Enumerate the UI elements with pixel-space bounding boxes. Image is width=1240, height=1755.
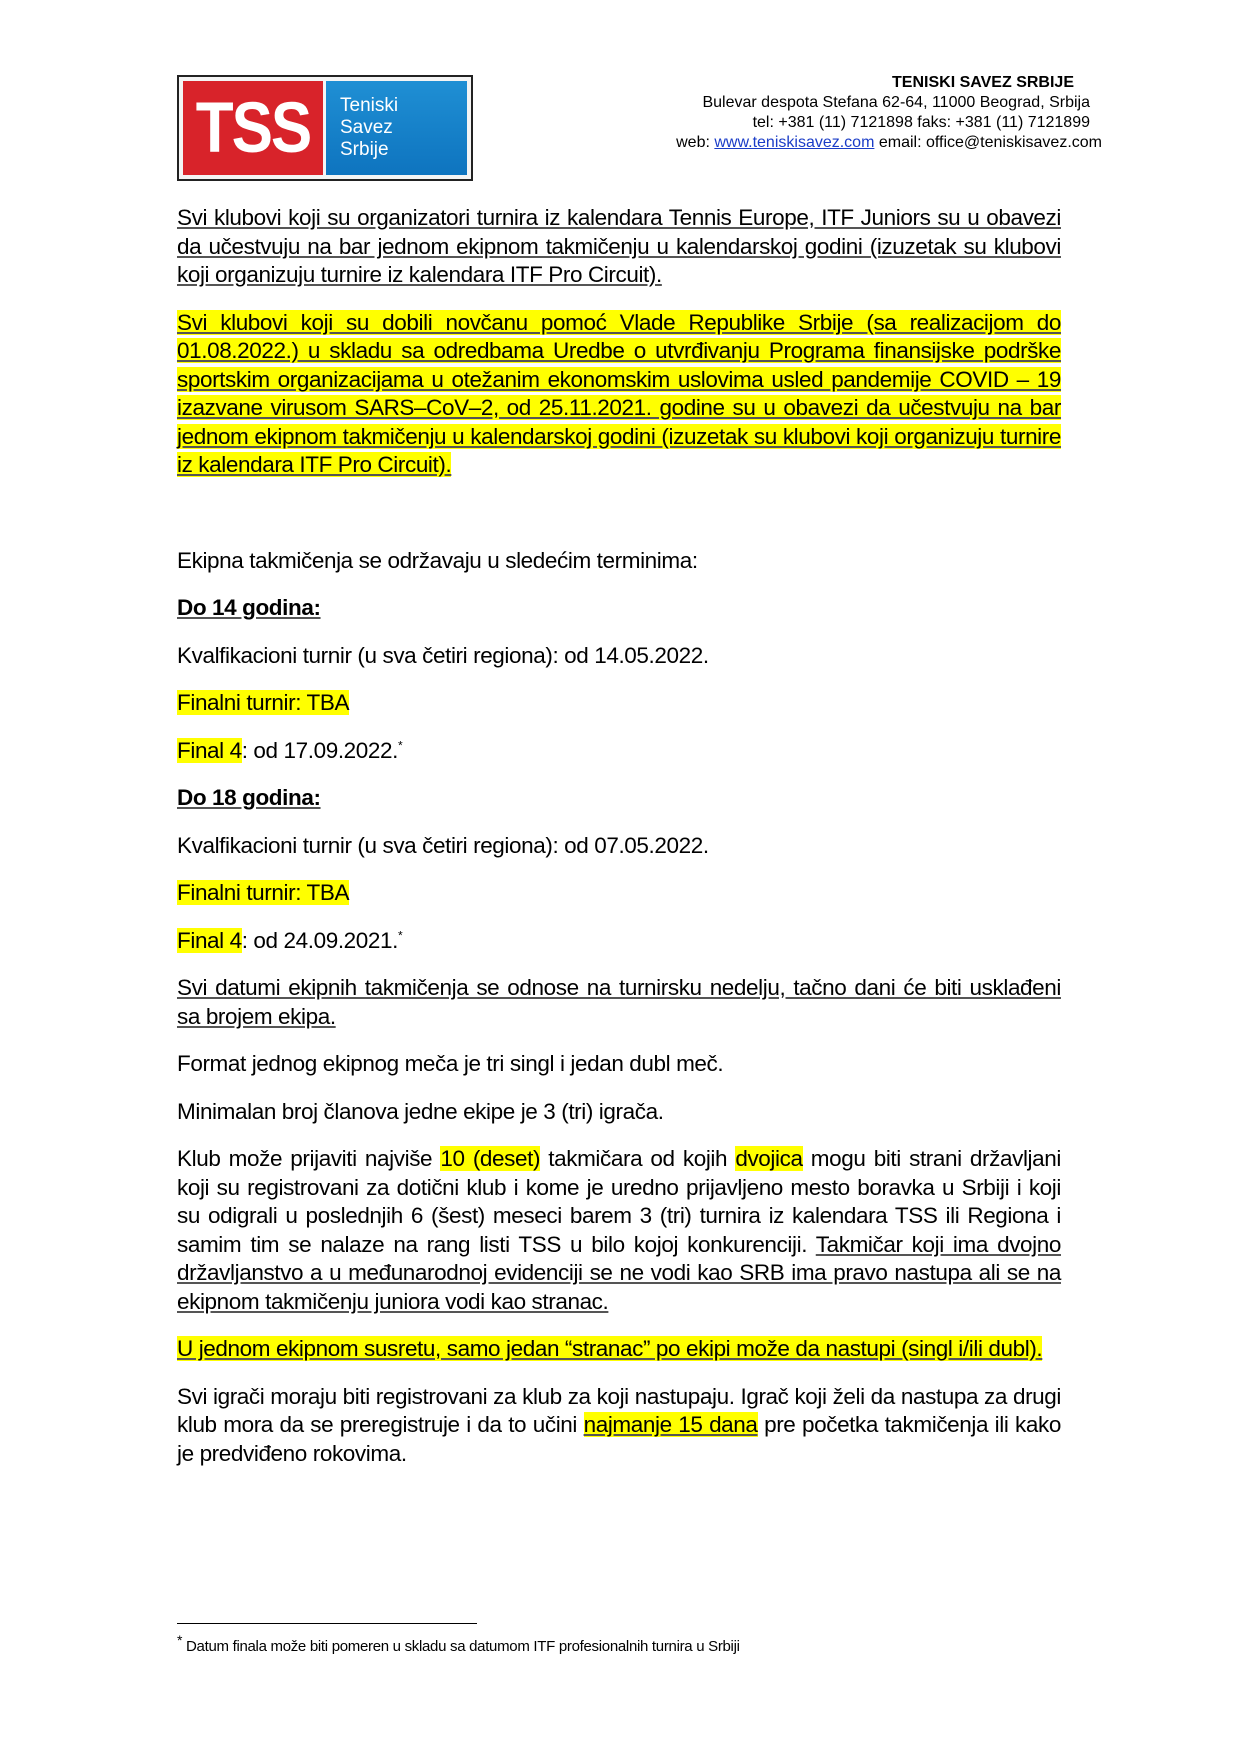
highlight-text: dvojica: [735, 1146, 803, 1171]
u18-qualification: Kvalfikacioni turnir (u sva četiri regiona): od 07.05.2022.: [177, 832, 709, 858]
footnote-mark: *: [397, 738, 403, 752]
u18-final-tournament: [177, 879, 1061, 908]
footnote-text: Datum finala može biti pomeren u skladu sa datumom ITF profesionalnih turnira u Srbiji: [182, 1638, 740, 1655]
final4-label: Final 4: [177, 737, 242, 763]
heading-text: Do 18 godina:: [177, 785, 321, 810]
paragraph-text: Svi datumi ekipnih takmičenja se odnose na turnirsku nedelju, tačno dani će biti usklađeni sa brojem ekipa.: [177, 975, 1061, 1029]
logo-line: Srbije: [340, 139, 389, 160]
u14-qualification: Kvalfikacioni turnir (u sva četiri regiona): od 14.05.2022.: [177, 642, 709, 668]
final4-date: : od 17.09.2022.: [241, 737, 398, 763]
text: Klub može prijaviti najviše: [177, 1146, 441, 1171]
paragraph-player-registration: [177, 1383, 1061, 1469]
document-body: [177, 204, 1061, 1487]
logo-line: Teniski: [340, 95, 399, 116]
paragraph-text: Svi klubovi koji su dobili novčanu pomoć Vlade Republike Srbije (sa realizacijom do 01.08.2022.) u skladu sa odredbama Uredbe o utvrđivanju Programa finansijske podrške sportskim organizacijama u otežanim ekonomskim uslovima usled pandemije COVID – 19 izazvane virusom SARS–CoV–2, od 25.11.2021. godine su u obavezi da učestvuju na bar jednom ekipnom takmičenju u kalendarskoj godini (izuzetak su klubovi koji organizuju turnire iz kalendara ITF Pro Circuit).: [177, 309, 1061, 477]
heading-text: Do 14 godina:: [177, 595, 321, 620]
letterhead: [676, 73, 1102, 153]
org-name: TENISKI SAVEZ SRBIJE: [892, 74, 1074, 91]
final4-label: Final 4: [177, 927, 242, 953]
paragraph-club-registration: [177, 1145, 1061, 1316]
highlight-text: 10 (deset): [440, 1146, 541, 1171]
org-phone: tel: +381 (11) 7121898 faks: +381 (11) 7121899: [752, 114, 1090, 131]
section-heading-u18: [177, 784, 1061, 813]
paragraph-foreign-player: [177, 1335, 1061, 1364]
final-tournament-text: Finalni turnir: TBA: [177, 880, 350, 905]
text: takmičara od kojih: [540, 1146, 736, 1171]
u18-final4: [177, 927, 1061, 956]
text: pre početka takmičenja ili kako je predviđeno rokovima.: [177, 1412, 1061, 1466]
paragraph-text: U jednom ekipnom susretu, samo jedan “stranac” po ekipi može da nastupi (singl i/ili dubl).: [177, 1336, 1043, 1361]
text: Svi igrači moraju biti registrovani za klub za koji nastupaju. Igrač koji želi da nastupa za drugi klub mora da se preregistruje i da to učini: [177, 1383, 1061, 1437]
text: mogu biti strani državljani koji su registrovani za dotični klub i kome je uredno prijavljeno mesto boravka u Srbiji i koji su odigrali u poslednjih 6 (šest) meseci barem 3 (tri) turnira iz kalendara TSS ili Regiona i samim tim se nalaze na rang listi TSS u bilo kojoj konkurenciji.: [177, 1146, 1061, 1257]
section-heading-u14: [177, 594, 1061, 623]
web-label: web:: [676, 134, 715, 151]
footnote: [177, 1632, 740, 1655]
highlight-text: najmanje 15 dana: [583, 1412, 758, 1437]
org-web-email: [676, 133, 1102, 153]
paragraph-dates: [177, 974, 1061, 1031]
final-tournament-text: Finalni turnir: TBA: [177, 690, 350, 715]
final4-date: : od 24.09.2021.: [241, 927, 398, 953]
footnote-mark: *: [177, 1632, 183, 1648]
logo-line: Savez: [340, 117, 393, 138]
footnote-separator: [177, 1623, 477, 1624]
paragraph-intro: Ekipna takmičenja se održavaju u sledećim terminima:: [177, 547, 698, 573]
website-link[interactable]: www.teniskisavez.com: [714, 134, 875, 151]
footnote-mark: *: [397, 928, 403, 942]
paragraph-minimum: Minimalan broj članova jedne ekipe je 3 (tri) igrača.: [177, 1098, 664, 1124]
email-text: email: office@teniskisavez.com: [874, 134, 1102, 151]
u14-final4: [177, 737, 1061, 766]
paragraph-organizers: [177, 204, 1061, 290]
logo-blue-block: [326, 81, 467, 175]
logo-abbr: TSS: [195, 88, 311, 168]
paragraph-format: Format jednog ekipnog meča je tri singl i jedan dubl meč.: [177, 1051, 724, 1076]
underlined-text: Takmičar koji ima dvojno državljanstvo a u međunarodnoj evidenciji se ne vodi kao SRB ima pravo nastupa ali se na ekipnom takmičenju juniora vodi kao stranac.: [177, 1231, 1061, 1314]
paragraph-text: Svi klubovi koji su organizatori turnira iz kalendara Tennis Europe, ITF Juniors su u obavezi da učestvuju na bar jednom ekipnom takmičenju u kalendarskoj godini (izuzetak su klubovi koji organizuju turnire iz kalendara ITF Pro Circuit).: [177, 205, 1061, 287]
paragraph-government-aid: [177, 309, 1061, 480]
u14-final-tournament: [177, 689, 1061, 718]
logo-red-block: [183, 81, 323, 175]
org-address: Bulevar despota Stefana 62-64, 11000 Beograd, Srbija: [702, 94, 1090, 111]
tss-logo: [177, 75, 473, 181]
